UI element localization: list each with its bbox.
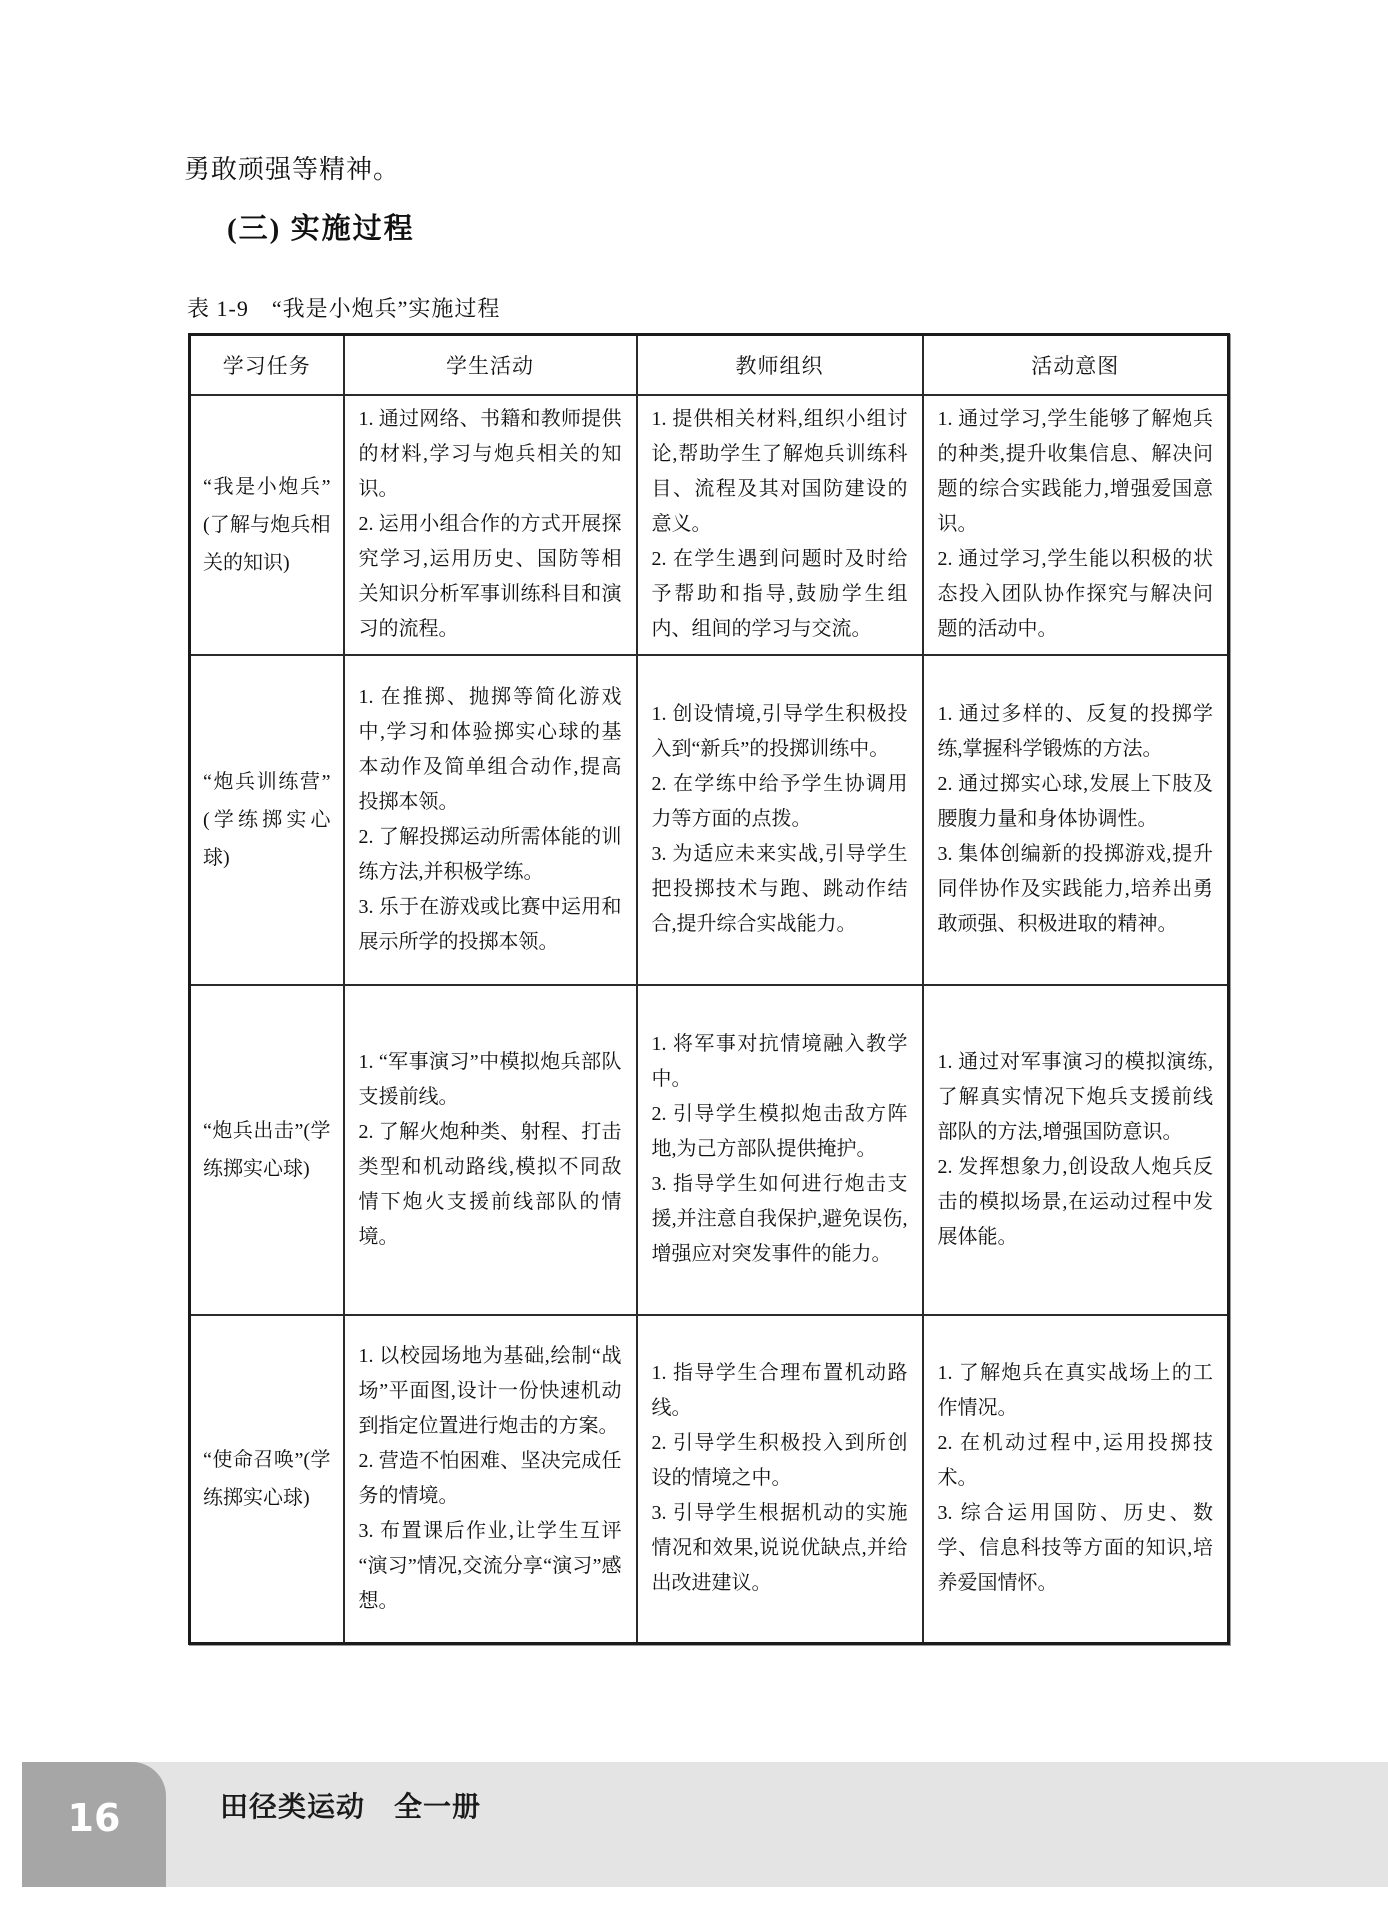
teacher-organization-cell — [637, 1315, 923, 1644]
list-item: 1. 以校园场地为基础,绘制“战场”平面图,设计一份快速机动到指定位置进行炮击的方案。 — [358, 1344, 622, 1437]
task-cell: “炮兵训练营”(学练掷实心球) — [190, 655, 344, 985]
table-row — [190, 1315, 1229, 1644]
list-item: 3. 综合运用国防、历史、数学、信息科技等方面的知识,培养爱国情怀。 — [937, 1502, 1213, 1595]
list-item: 3. 乐于在游戏或比赛中运用和展示所学的投掷本领。 — [358, 895, 622, 953]
teacher-organization-cell — [637, 985, 923, 1315]
activity-intent-cell — [923, 655, 1229, 985]
list-item: 2. 引导学生积极投入到所创设的情境之中。 — [651, 1432, 908, 1490]
list-item: 2. 通过掷实心球,发展上下肢及腰腹力量和身体协调性。 — [937, 773, 1213, 830]
list-item: 1. 通过多样的、反复的投掷学练,掌握科学锻炼的方法。 — [937, 703, 1213, 760]
list-item: 3. 为适应未来实战,引导学生把投掷技术与跑、跳动作结合,提升综合实战能力。 — [651, 843, 908, 935]
student-activities-cell — [344, 395, 637, 655]
list-item: 1. 通过学习,学生能够了解炮兵的种类,提升收集信息、解决问题的综合实践能力,增强爱国意识。 — [937, 408, 1213, 535]
task-cell: “炮兵出击”(学练掷实心球) — [190, 985, 344, 1315]
table-caption: 表 1-9 “我是小炮兵”实施过程 — [187, 296, 501, 321]
task-cell: “使命召唤”(学练掷实心球) — [190, 1315, 344, 1644]
list-item: 2. 发挥想象力,创设敌人炮兵反击的模拟场景,在运动过程中发展体能。 — [937, 1155, 1213, 1248]
list-item: 2. 营造不怕困难、坚决完成任务的情境。 — [358, 1449, 622, 1507]
page-number-box — [22, 1762, 166, 1887]
column-header-student: 学生活动 — [344, 335, 637, 395]
activity-intent-cell — [923, 1315, 1229, 1644]
student-activities-cell — [344, 655, 637, 985]
list-item: 1. “军事演习”中模拟炮兵部队支援前线。 — [358, 1050, 622, 1108]
list-item: 1. 创设情境,引导学生积极投入到“新兵”的投掷训练中。 — [651, 703, 908, 760]
list-item: 3. 布置课后作业,让学生互评“演习”情况,交流分享“演习”感想。 — [358, 1519, 622, 1612]
list-item: 2. 了解火炮种类、射程、打击类型和机动路线,模拟不同敌情下炮火支援前线部队的情境。 — [358, 1120, 622, 1248]
book-title: 田径类运动 全一册 — [220, 1790, 482, 1823]
section-heading: (三) 实施过程 — [227, 213, 415, 245]
list-item: 2. 通过学习,学生能以积极的状态投入团队协作探究与解决问题的活动中。 — [937, 548, 1213, 640]
intro-text: 勇敢顽强等精神。 — [184, 155, 401, 184]
task-cell: “我是小炮兵”(了解与炮兵相关的知识) — [190, 395, 344, 655]
list-item: 3. 指导学生如何进行炮击支援,并注意自我保护,避免误伤,增强应对突发事件的能力。 — [651, 1173, 908, 1265]
list-item: 1. 在推掷、抛掷等简化游戏中,学习和体验掷实心球的基本动作及简单组合动作,提高投掷本领。 — [358, 685, 622, 813]
table-row — [190, 655, 1229, 985]
activity-intent-cell — [923, 395, 1229, 655]
list-item: 1. 通过网络、书籍和教师提供的材料,学习与炮兵相关的知识。 — [358, 408, 622, 500]
footer-band — [22, 1762, 1388, 1887]
column-header-teacher: 教师组织 — [637, 335, 923, 395]
list-item: 2. 运用小组合作的方式开展探究学习,运用历史、国防等相关知识分析军事训练科目和演习的流程。 — [358, 513, 622, 640]
column-header-intent: 活动意图 — [923, 335, 1229, 395]
student-activities-cell — [344, 985, 637, 1315]
table-header-row — [190, 335, 1229, 395]
list-item: 2. 了解投掷运动所需体能的训练方法,并积极学练。 — [358, 825, 622, 883]
column-header-task: 学习任务 — [190, 335, 344, 395]
page-number: 16 — [67, 1796, 121, 1840]
list-item: 1. 将军事对抗情境融入教学中。 — [651, 1033, 908, 1090]
list-item: 3. 集体创编新的投掷游戏,提升同伴协作及实践能力,培养出勇敢顽强、积极进取的精神。 — [937, 843, 1213, 935]
student-activities-cell — [344, 1315, 637, 1644]
list-item: 2. 在学生遇到问题时及时给予帮助和指导,鼓励学生组内、组间的学习与交流。 — [651, 548, 908, 640]
list-item: 1. 指导学生合理布置机动路线。 — [651, 1362, 908, 1420]
table-row — [190, 985, 1229, 1315]
implementation-process-table — [188, 333, 1230, 1645]
list-item: 3. 引导学生根据机动的实施情况和效果,说说优缺点,并给出改进建议。 — [651, 1502, 908, 1595]
list-item: 2. 在机动过程中,运用投掷技术。 — [937, 1432, 1213, 1490]
list-item: 2. 引导学生模拟炮击敌方阵地,为己方部队提供掩护。 — [651, 1103, 908, 1160]
table-row — [190, 395, 1229, 655]
teacher-organization-cell — [637, 655, 923, 985]
list-item: 1. 提供相关材料,组织小组讨论,帮助学生了解炮兵训练科目、流程及其对国防建设的意义。 — [651, 408, 908, 535]
list-item: 1. 了解炮兵在真实战场上的工作情况。 — [937, 1362, 1213, 1420]
list-item: 1. 通过对军事演习的模拟演练,了解真实情况下炮兵支援前线部队的方法,增强国防意识。 — [937, 1050, 1213, 1143]
activity-intent-cell — [923, 985, 1229, 1315]
list-item: 2. 在学练中给予学生协调用力等方面的点拨。 — [651, 773, 908, 830]
teacher-organization-cell — [637, 395, 923, 655]
